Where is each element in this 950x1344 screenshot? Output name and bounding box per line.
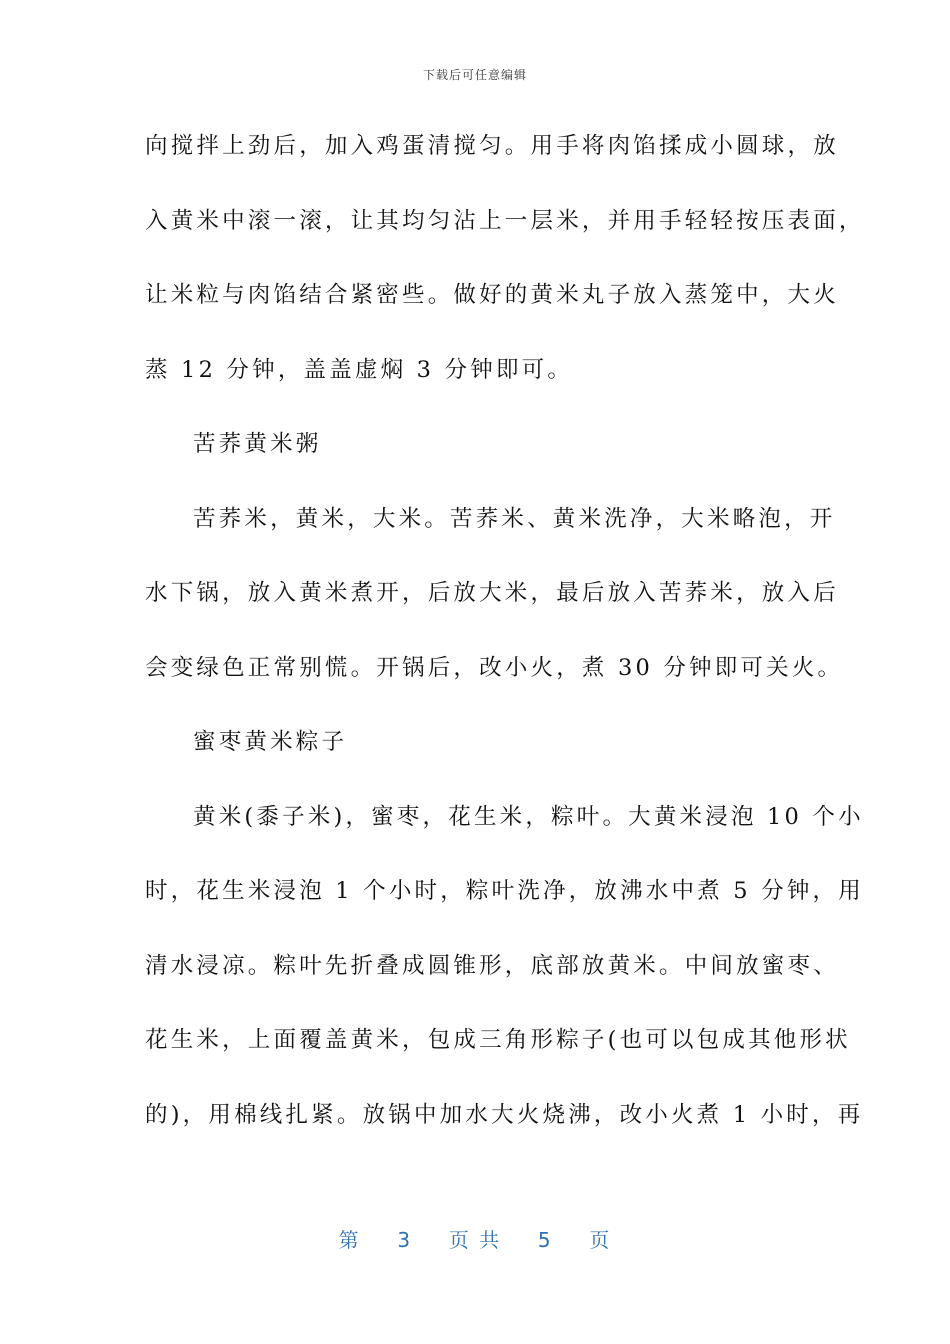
page-footer (0, 1224, 950, 1253)
recipe-heading: 苦荞黄米粥 (193, 431, 322, 457)
footer-suffix: 页 (589, 1228, 612, 1252)
text-line: 苦荞米，黄米，大米。苦荞米、黄米洗净，大米略泡，开 (193, 505, 836, 532)
document-body (145, 121, 865, 1164)
text-line: 的)，用棉线扎紧。放锅中加水大火烧沸，改小火煮 1 小时，再 (145, 1101, 864, 1128)
text-line: 黄米(黍子米)，蜜枣，花生米，粽叶。大黄米浸泡 10 个小 (193, 803, 864, 830)
text-line: 入黄米中滚一滚，让其均匀沾上一层米，并用手轻轻按压表面， (145, 207, 865, 234)
total-pages-number: 5 (537, 1228, 553, 1252)
text-line: 会变绿色正常别慌。开锅后，改小火，煮 30 分钟即可关火。 (145, 654, 844, 681)
footer-prefix: 第 (338, 1228, 361, 1252)
header-note: 下载后可任意编辑 (422, 68, 527, 82)
footer-middle: 页 共 (448, 1228, 502, 1252)
text-line: 向搅拌上劲后，加入鸡蛋清搅匀。用手将肉馅揉成小圆球，放 (145, 133, 839, 159)
text-line: 花生米，上面覆盖黄米，包成三角形粽子(也可以包成其他形状 (145, 1027, 851, 1053)
text-line: 蒸 12 分钟，盖盖虚焖 3 分钟即可。 (145, 356, 574, 383)
text-line: 让米粒与肉馅结合紧密些。做好的黄米丸子放入蒸笼中，大火 (145, 282, 839, 308)
text-line: 清水浸凉。粽叶先折叠成圆锥形，底部放黄米。中间放蜜枣、 (145, 952, 839, 979)
text-line: 时，花生米浸泡 1 个小时，粽叶洗净，放沸水中煮 5 分钟，用 (145, 878, 864, 904)
recipe-heading: 蜜枣黄米粽子 (193, 729, 348, 755)
text-line: 水下锅，放入黄米煮开，后放大米，最后放入苦荞米，放入后 (145, 580, 839, 606)
current-page-number: 3 (397, 1228, 413, 1252)
